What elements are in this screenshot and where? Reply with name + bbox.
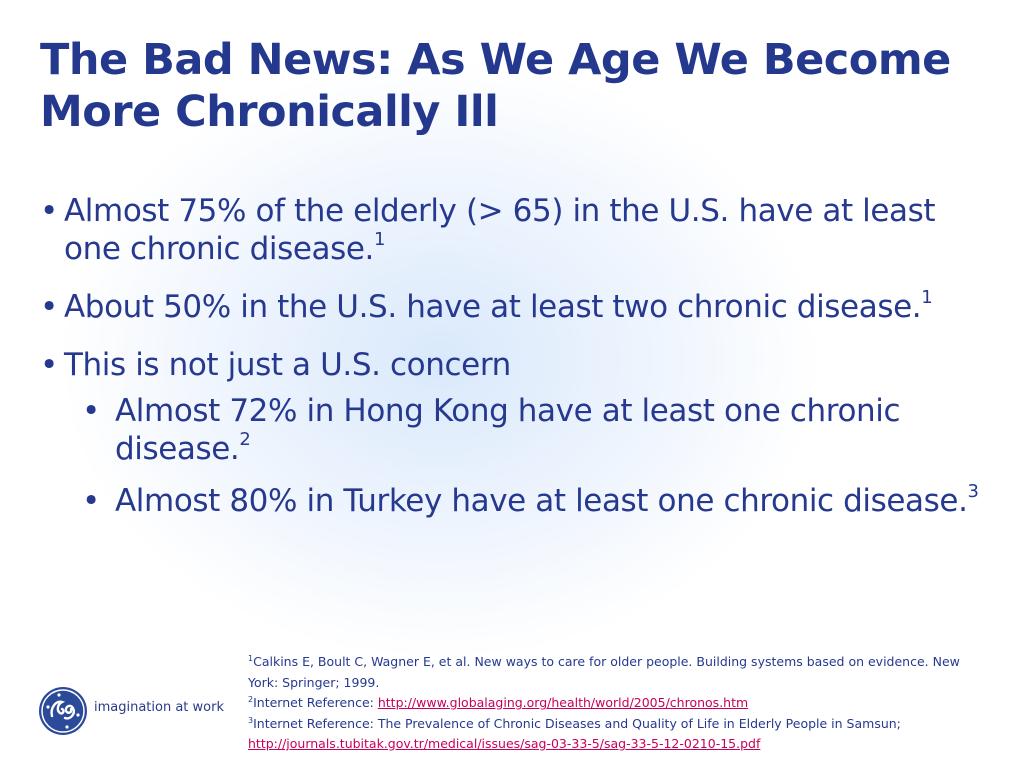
bullet-text: Almost 80% in Turkey have at least one chronic disease.: [115, 483, 968, 519]
reference-text: Internet Reference: The Prevalence of Chronic Diseases and Quality of Life in Elderly People in Samsun;: [253, 715, 901, 731]
references: [248, 652, 978, 755]
tagline: imagination at work: [94, 700, 224, 715]
bullet-item: [40, 288, 1000, 326]
reference-number: 1: [248, 654, 254, 663]
reference-item: [248, 714, 978, 755]
bullet-text: About 50% in the U.S. have at least two chronic disease.: [64, 289, 922, 325]
reference-number: 2: [248, 695, 254, 704]
bullet-text: Almost 72% in Hong Kong have at least one chronic disease.: [115, 393, 901, 467]
citation-marker: 2: [239, 429, 251, 450]
sub-bullet-item: [40, 392, 1000, 468]
bullet-icon: •: [40, 347, 58, 383]
reference-text: Calkins E, Boult C, Wagner E, et al. New ways to care for older people. Building systems based on evidence. New York: Springer; 1999.: [248, 654, 960, 690]
reference-number: 3: [248, 715, 254, 725]
bullet-icon: •: [40, 289, 58, 325]
bullet-item: [40, 346, 1000, 384]
bullet-icon: •: [40, 193, 58, 229]
bullet-text: Almost 75% of the elderly (> 65) in the U.S. have at least one chronic disease.: [64, 193, 936, 267]
slide-title: The Bad News: As We Age We Become More Chronically Ill: [40, 35, 951, 137]
bullet-icon: •: [82, 393, 100, 429]
reference-link[interactable]: http://www.globalaging.org/health/world/2005/chronos.htm: [377, 695, 749, 710]
reference-item: [248, 693, 978, 714]
ge-logo-icon: [38, 686, 88, 736]
bullet-list: [40, 192, 1000, 534]
bullet-text: This is not just a U.S. concern: [64, 347, 511, 383]
bullet-item: [40, 192, 1000, 268]
reference-link[interactable]: http://journals.tubitak.gov.tr/medical/issues/sag-03-33-5/sag-33-5-12-0210-15.pdf: [248, 736, 761, 751]
citation-marker: 1: [374, 229, 386, 250]
citation-marker: 1: [921, 287, 933, 308]
bullet-icon: •: [82, 483, 100, 519]
sub-bullet-item: [40, 482, 1000, 520]
reference-text: Internet Reference:: [253, 695, 378, 710]
citation-marker: 3: [967, 481, 979, 502]
reference-item: [248, 652, 978, 693]
